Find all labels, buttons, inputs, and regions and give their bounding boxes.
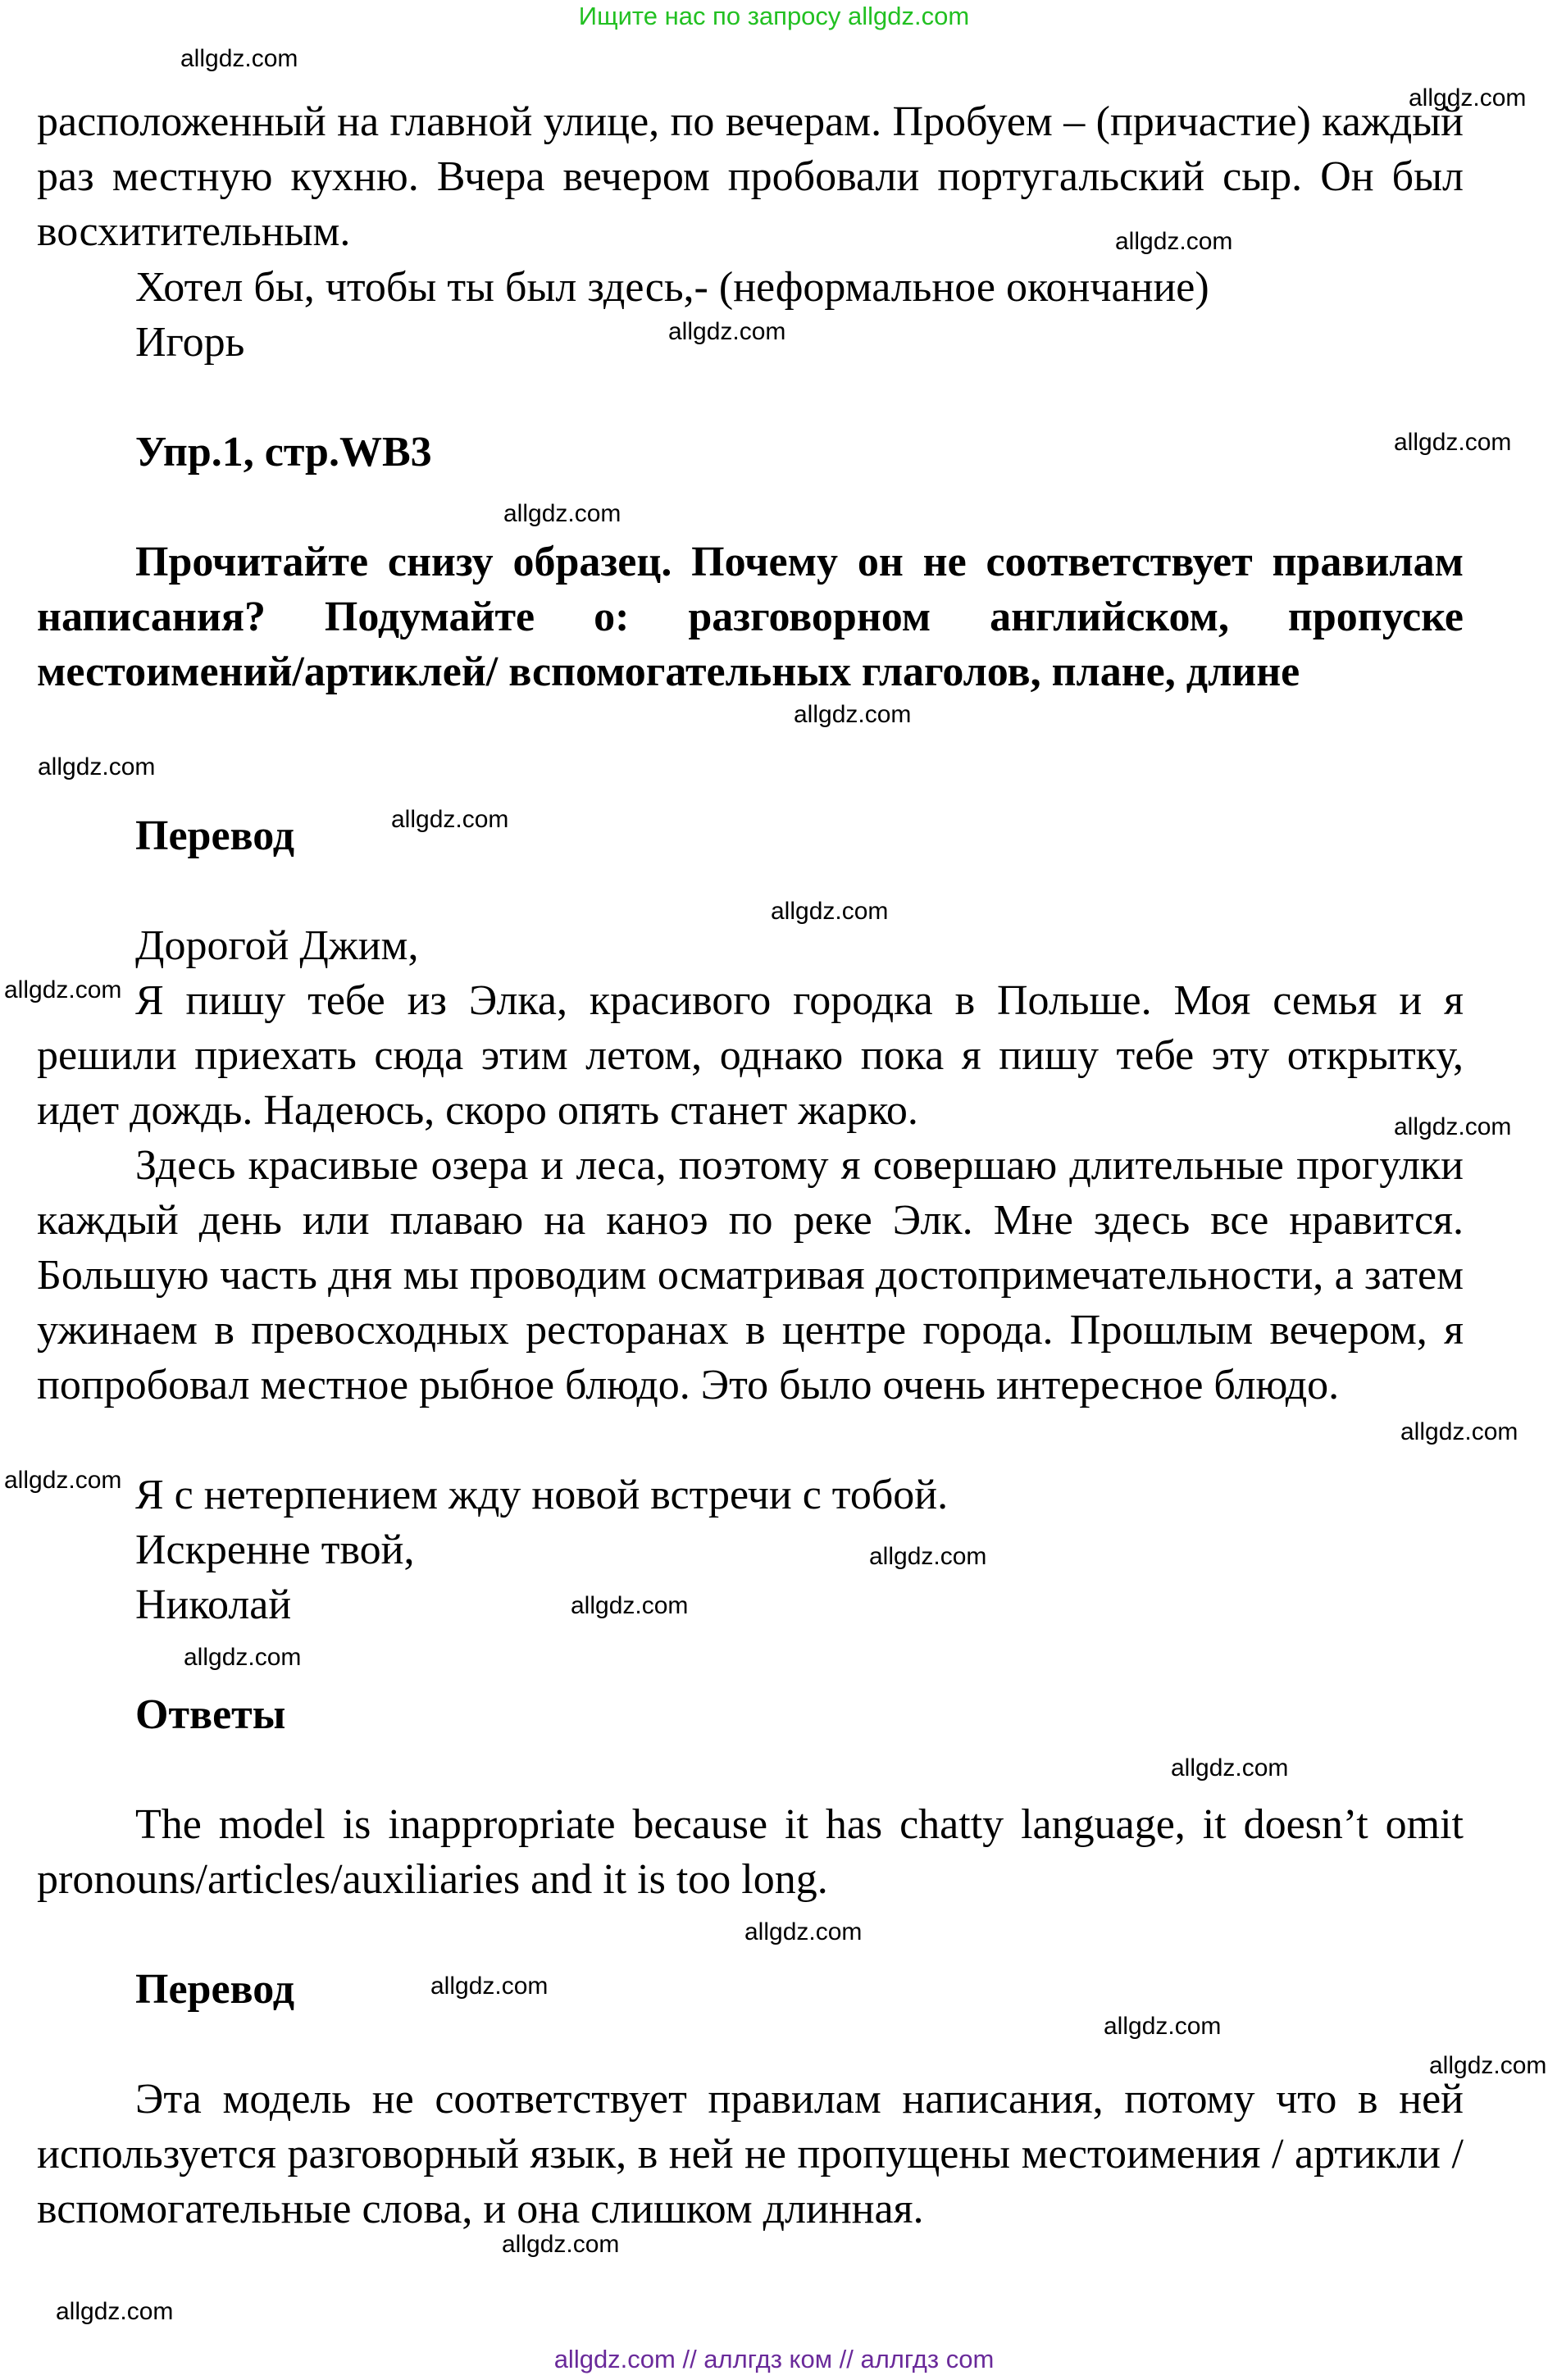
letter-part1-signature: Игорь (135, 319, 245, 366)
watermark: allgdz.com (1171, 1754, 1289, 1782)
exercise-heading: Упр.1, стр.WB3 (135, 429, 432, 476)
watermark: allgdz.com (56, 2298, 174, 2325)
translation1-paragraph3: Я с нетерпением жду новой встречи с тобой. (135, 1472, 949, 1518)
translation2-text: Эта модель не соответствует правилам написания, потому что в ней используется разговорный язык, в ней не пропущены местоимения / артикли / вспомогательные слова, и она слишком длинная. (37, 2076, 1464, 2232)
answers-text: The model is inappropriate because it has chatty language, it doesn’t omit pronouns/articles/auxiliaries and it is too long. (37, 1801, 1464, 1903)
answers-heading: Ответы (135, 1691, 286, 1738)
watermark: allgdz.com (4, 976, 122, 1003)
watermark: allgdz.com (571, 1592, 689, 1619)
watermark: allgdz.com (391, 806, 509, 833)
watermark: allgdz.com (503, 500, 621, 527)
watermark: allgdz.com (668, 318, 786, 345)
watermark: allgdz.com (180, 45, 298, 72)
watermark: allgdz.com (744, 1918, 863, 1945)
translation1-heading: Перевод (135, 812, 295, 859)
translation1-closing: Искренне твой, (135, 1527, 415, 1573)
watermark: allgdz.com (1409, 84, 1527, 111)
watermark: allgdz.com (502, 2231, 620, 2258)
translation1-greeting: Дорогой Джим, (135, 922, 419, 969)
watermark: allgdz.com (794, 701, 912, 728)
exercise-task: Прочитайте снизу образец. Почему он не соответствует правилам написания? Подумайте о: разговорном английском, пропуске местоимений/артиклей/ вспомогательных глаголов, плане, длине (37, 539, 1464, 695)
watermark: allgdz.com (1429, 2052, 1547, 2079)
letter-part1-closing: Хотел бы, чтобы ты был здесь,- (неформальное окончание) (135, 264, 1209, 311)
top-banner-link[interactable]: Ищите нас по запросу allgdz.com (578, 2, 970, 30)
translation1-paragraph2: Здесь красивые озера и леса, поэтому я совершаю длительные прогулки каждый день или плаваю на каноэ по реке Элк. Мне здесь все нравится. Большую часть дня мы проводим осматривая достопримечательности, а затем ужинаем в превосходных ресторанах в центре города. Прошлым вечером, я попробовал местное рыбное блюдо. Это было очень интересное блюдо. (37, 1142, 1464, 1408)
watermark: allgdz.com (1104, 2013, 1222, 2040)
translation2-heading: Перевод (135, 1966, 295, 2013)
watermark: allgdz.com (184, 1644, 302, 1671)
watermark: allgdz.com (1115, 228, 1233, 255)
translation1-paragraph1: Я пишу тебе из Элка, красивого городка в Польше. Моя семья и я решили приехать сюда этим летом, однако пока я пишу тебе эту открытку, идет дождь. Надеюсь, скоро опять станет жарко. (37, 977, 1464, 1134)
bottom-banner-link[interactable]: allgdz.com // аллгдз ком // аллгдз com (553, 2345, 995, 2373)
watermark: allgdz.com (1394, 429, 1512, 456)
watermark: allgdz.com (771, 898, 889, 925)
watermark: allgdz.com (869, 1543, 987, 1570)
watermark: allgdz.com (38, 753, 156, 780)
watermark: allgdz.com (1394, 1113, 1512, 1140)
watermark: allgdz.com (1400, 1418, 1518, 1445)
letter-part1-paragraph: расположенный на главной улице, по вечерам. Пробуем – (причастие) каждый раз местную кухню. Вчера вечером пробовали португальский сыр. Он был восхитительным. (37, 98, 1464, 255)
translation1-signature: Николай (135, 1581, 292, 1628)
watermark: allgdz.com (430, 1973, 549, 2000)
watermark: allgdz.com (4, 1467, 122, 1494)
